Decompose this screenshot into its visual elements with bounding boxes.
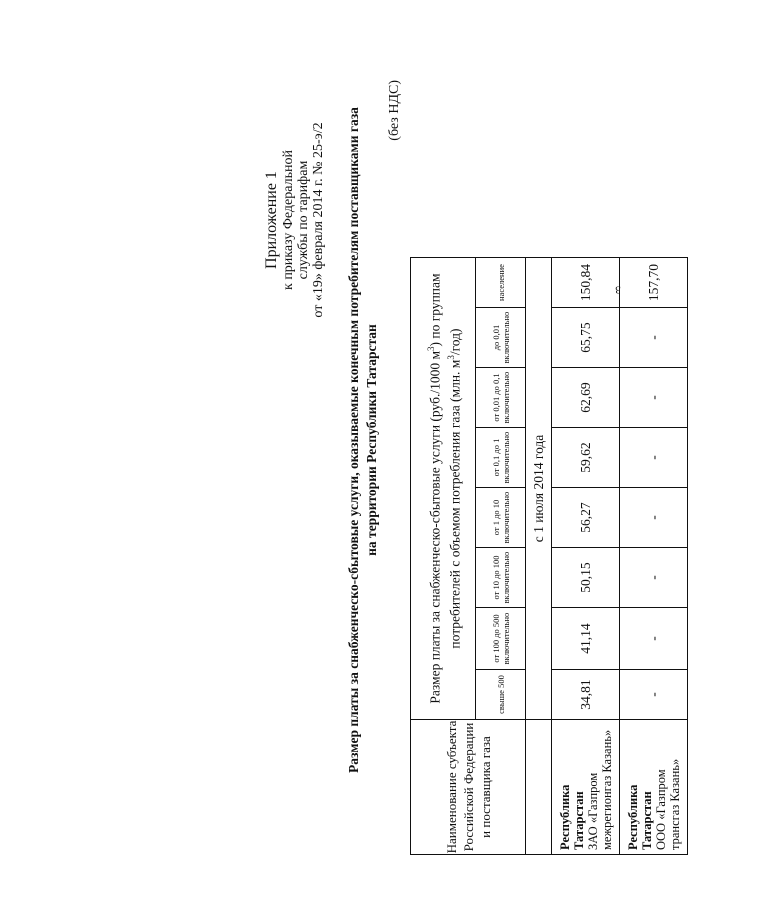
column-header: свыше 500 (476, 670, 526, 720)
document-page (160, 20, 760, 880)
page-number: 3 (615, 283, 621, 296)
supplier-name: ЗАО «Газпром межрегионгаз Казань» (585, 729, 614, 850)
value-cell: 59,62 (552, 428, 620, 488)
subject-column-header: Наименование субъекта Российской Федерации и поставщика газа (411, 720, 526, 855)
table-row (620, 258, 688, 855)
value-cell: - (620, 488, 688, 548)
subject-cell (552, 720, 620, 855)
table-header-row (411, 258, 476, 855)
fee-header-sup-2: 3 (446, 355, 456, 360)
value-cell: 150,84 (552, 258, 620, 308)
value-cell: 62,69 (552, 368, 620, 428)
title-line-2: на территории Республики Татарстан (364, 324, 379, 556)
appendix-block (263, 90, 326, 350)
value-cell: - (620, 428, 688, 488)
value-cell: - (620, 368, 688, 428)
tariff-table (410, 257, 688, 855)
column-header: население (476, 258, 526, 308)
period-spacer-cell (526, 720, 552, 855)
table-row (552, 258, 620, 855)
fee-header-part-b: ) по группам потребителей с объемом потребления газа (млн. м (427, 273, 463, 649)
value-cell: - (620, 548, 688, 608)
document-title (345, 20, 381, 860)
appendix-heading: Приложение 1 (263, 171, 280, 269)
period-label: с 1 июля 2014 года (526, 258, 552, 720)
title-line-1: Размер платы за снабженческо-сбытовые услуги, оказываемые конечным потребителям поставщиками газа (346, 107, 361, 773)
fee-header-sup-1: 3 (425, 346, 436, 351)
appendix-line-1: к приказу Федеральной (281, 150, 296, 290)
column-header: от 0,01 до 0,1 включительно (476, 368, 526, 428)
column-header: от 0,1 до 1 включительно (476, 428, 526, 488)
value-cell: 41,14 (552, 608, 620, 670)
appendix-line-2: службы по тарифам (296, 160, 311, 280)
column-header: от 10 до 100 включительно (476, 548, 526, 608)
subject-cell (620, 720, 688, 855)
value-cell: 56,27 (552, 488, 620, 548)
appendix-line-3: от «19» февраля 2014 г. № 25-э/2 (311, 122, 326, 318)
column-header: от 1 до 10 включительно (476, 488, 526, 548)
region-name: Республика Татарстан (557, 784, 586, 850)
vat-note: (без НДС) (387, 80, 402, 141)
value-cell: 65,75 (552, 308, 620, 368)
value-cell: - (620, 670, 688, 720)
column-header: до 0,01 включительно (476, 308, 526, 368)
fee-header-part-a: Размер платы за снабженческо-сбытовые услуги (руб./1000 м (427, 351, 442, 704)
fee-group-header (411, 258, 476, 720)
value-cell: - (620, 608, 688, 670)
period-row (526, 258, 552, 855)
value-cell: 157,70 (620, 258, 688, 308)
value-cell: - (620, 308, 688, 368)
value-cell: 50,15 (552, 548, 620, 608)
value-cell: 34,81 (552, 670, 620, 720)
column-header: от 100 до 500 включительно (476, 608, 526, 670)
region-name: Республика Татарстан (625, 784, 654, 850)
supplier-name: ООО «Газпром трансгаз Казань» (653, 758, 682, 850)
fee-header-part-c: /год) (447, 328, 463, 356)
